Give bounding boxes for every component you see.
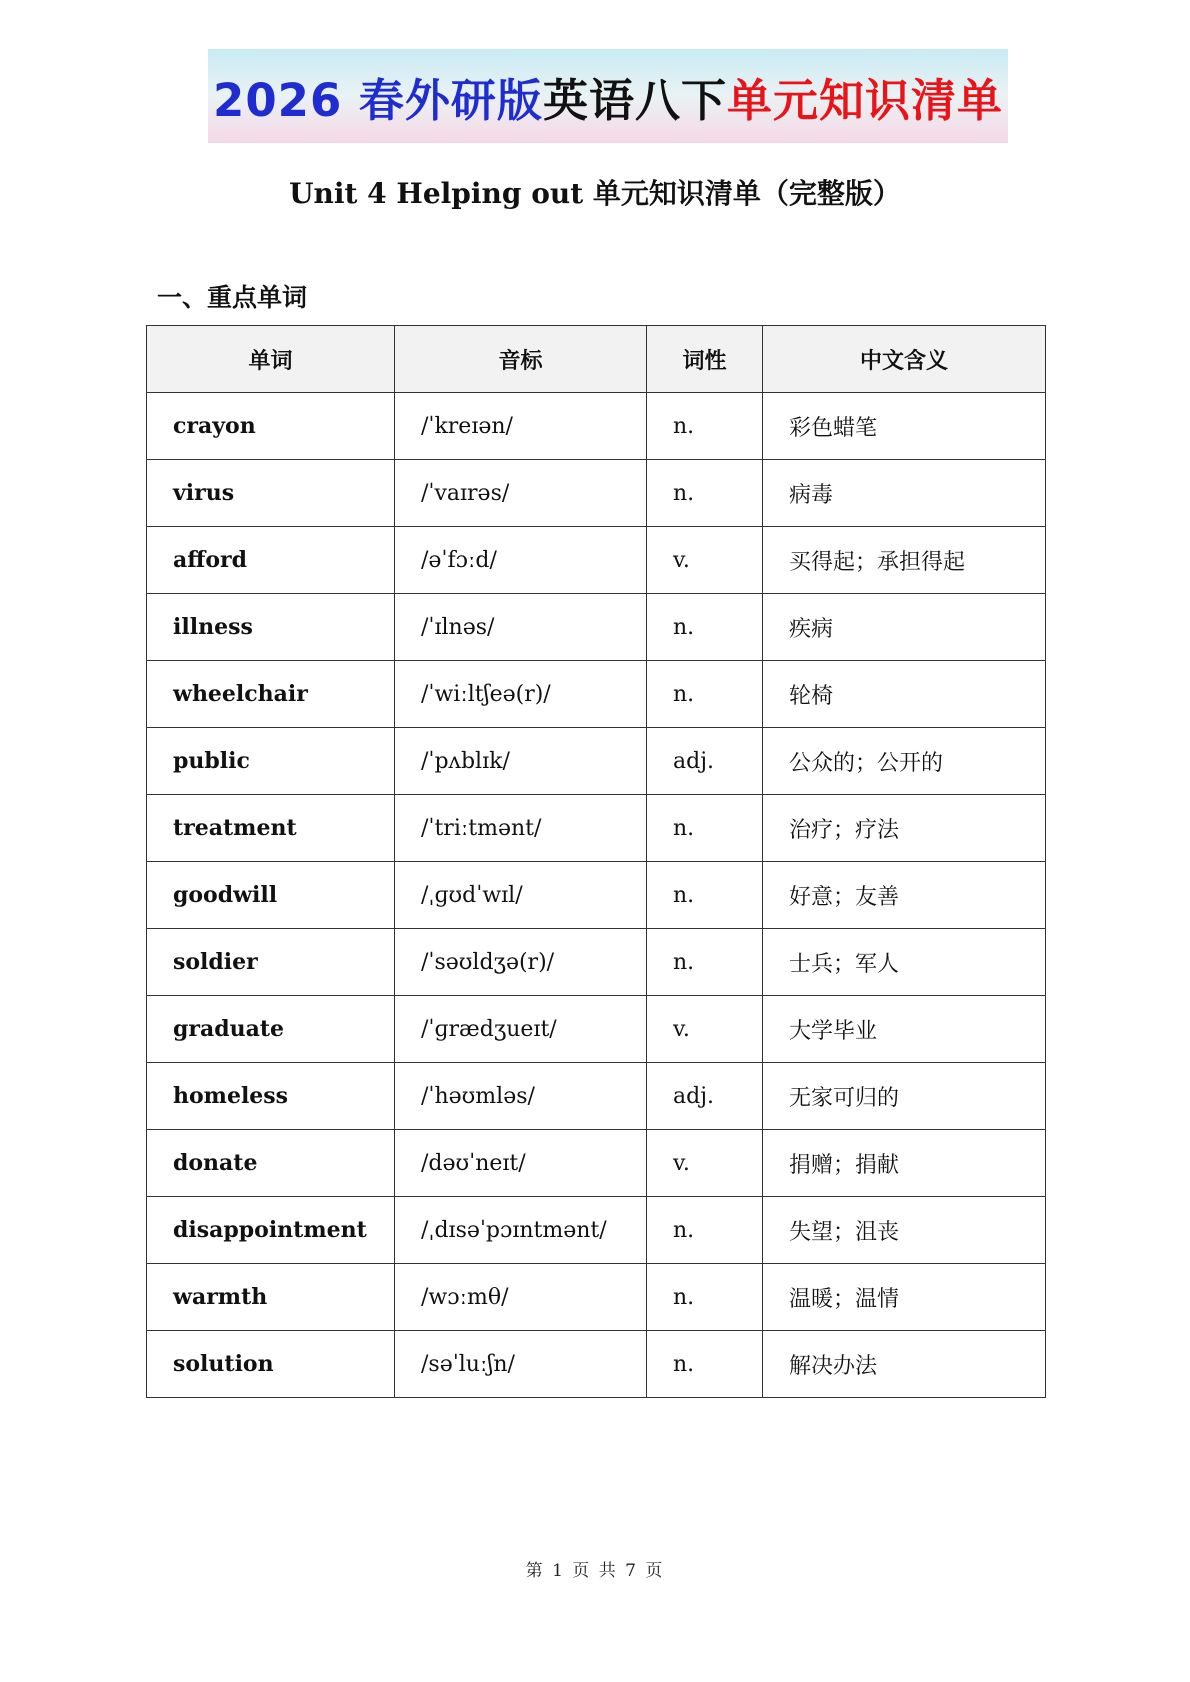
pos-cell: v.	[647, 527, 763, 594]
phonetic-cell: /ˌdɪsəˈpɔɪntmənt/	[395, 1197, 647, 1264]
table-row	[147, 862, 1046, 929]
phonetic-cell: /ˈhəʊmləs/	[395, 1063, 647, 1130]
pos-cell: n.	[647, 393, 763, 460]
word-cell: solution	[147, 1331, 395, 1398]
pos-cell: n.	[647, 594, 763, 661]
phonetic-cell: /ˈsəʊldʒə(r)/	[395, 929, 647, 996]
table-row	[147, 996, 1046, 1063]
banner-text-grade: 英语八下	[542, 73, 727, 127]
phonetic-cell: /ˈwiːltʃeə(r)/	[395, 661, 647, 728]
phonetic-cell: /ˈkreɪən/	[395, 393, 647, 460]
phonetic-cell: /ˌɡʊdˈwɪl/	[395, 862, 647, 929]
table-row	[147, 527, 1046, 594]
word-cell: illness	[147, 594, 395, 661]
banner-text-checklist: 单元知识清单	[726, 73, 1003, 127]
page-number-footer: 第 1 页 共 7 页	[525, 1561, 665, 1581]
word-cell: graduate	[147, 996, 395, 1063]
table-row	[147, 795, 1046, 862]
vocabulary-table	[146, 325, 1046, 1398]
table-row	[147, 594, 1046, 661]
phonetic-cell: /dəʊˈneɪt/	[395, 1130, 647, 1197]
word-cell: wheelchair	[147, 661, 395, 728]
table-row	[147, 661, 1046, 728]
phonetic-cell: /wɔːmθ/	[395, 1264, 647, 1331]
pos-cell: n.	[647, 929, 763, 996]
word-cell: treatment	[147, 795, 395, 862]
word-cell: soldier	[147, 929, 395, 996]
meaning-cell: 解决办法	[763, 1331, 1046, 1398]
meaning-cell: 无家可归的	[763, 1063, 1046, 1130]
pos-cell: adj.	[647, 728, 763, 795]
table-row	[147, 1063, 1046, 1130]
word-cell: goodwill	[147, 862, 395, 929]
table-row	[147, 929, 1046, 996]
pos-cell: n.	[647, 795, 763, 862]
phonetic-cell: /ˈɡrædʒueɪt/	[395, 996, 647, 1063]
column-header-part-of-speech: 词性	[647, 326, 763, 393]
pos-cell: n.	[647, 1264, 763, 1331]
word-cell: virus	[147, 460, 395, 527]
table-header-row	[147, 326, 1046, 393]
meaning-cell: 病毒	[763, 460, 1046, 527]
banner-text-year-edition: 2026 春外研版	[213, 73, 543, 127]
pos-cell: v.	[647, 1130, 763, 1197]
word-cell: warmth	[147, 1264, 395, 1331]
meaning-cell: 买得起；承担得起	[763, 527, 1046, 594]
meaning-cell: 大学毕业	[763, 996, 1046, 1063]
pos-cell: n.	[647, 862, 763, 929]
pos-cell: v.	[647, 996, 763, 1063]
pos-cell: adj.	[647, 1063, 763, 1130]
word-cell: donate	[147, 1130, 395, 1197]
meaning-cell: 士兵；军人	[763, 929, 1046, 996]
meaning-cell: 疾病	[763, 594, 1046, 661]
meaning-cell: 好意；友善	[763, 862, 1046, 929]
table-row	[147, 1130, 1046, 1197]
phonetic-cell: /ˈpʌblɪk/	[395, 728, 647, 795]
table-row	[147, 393, 1046, 460]
table-row	[147, 1331, 1046, 1398]
table-row	[147, 1197, 1046, 1264]
header-banner	[208, 49, 1008, 143]
phonetic-cell: /ˈtriːtmənt/	[395, 795, 647, 862]
pos-cell: n.	[647, 661, 763, 728]
phonetic-cell: /ˈɪlnəs/	[395, 594, 647, 661]
column-header-phonetic: 音标	[395, 326, 647, 393]
meaning-cell: 公众的；公开的	[763, 728, 1046, 795]
meaning-cell: 轮椅	[763, 661, 1046, 728]
table-row	[147, 728, 1046, 795]
phonetic-cell: /səˈluːʃn/	[395, 1331, 647, 1398]
section-heading-key-words: 一、重点单词	[157, 283, 308, 312]
meaning-cell: 彩色蜡笔	[763, 393, 1046, 460]
pos-cell: n.	[647, 460, 763, 527]
word-cell: disappointment	[147, 1197, 395, 1264]
word-cell: crayon	[147, 393, 395, 460]
page-title: Unit 4 Helping out 单元知识清单（完整版）	[289, 177, 901, 210]
word-cell: homeless	[147, 1063, 395, 1130]
column-header-meaning: 中文含义	[763, 326, 1046, 393]
pos-cell: n.	[647, 1331, 763, 1398]
pos-cell: n.	[647, 1197, 763, 1264]
column-header-word: 单词	[147, 326, 395, 393]
meaning-cell: 治疗；疗法	[763, 795, 1046, 862]
meaning-cell: 温暖；温情	[763, 1264, 1046, 1331]
phonetic-cell: /ˈvaɪrəs/	[395, 460, 647, 527]
word-cell: afford	[147, 527, 395, 594]
table-row	[147, 460, 1046, 527]
table-row	[147, 1264, 1046, 1331]
meaning-cell: 失望；沮丧	[763, 1197, 1046, 1264]
meaning-cell: 捐赠；捐献	[763, 1130, 1046, 1197]
word-cell: public	[147, 728, 395, 795]
phonetic-cell: /əˈfɔːd/	[395, 527, 647, 594]
